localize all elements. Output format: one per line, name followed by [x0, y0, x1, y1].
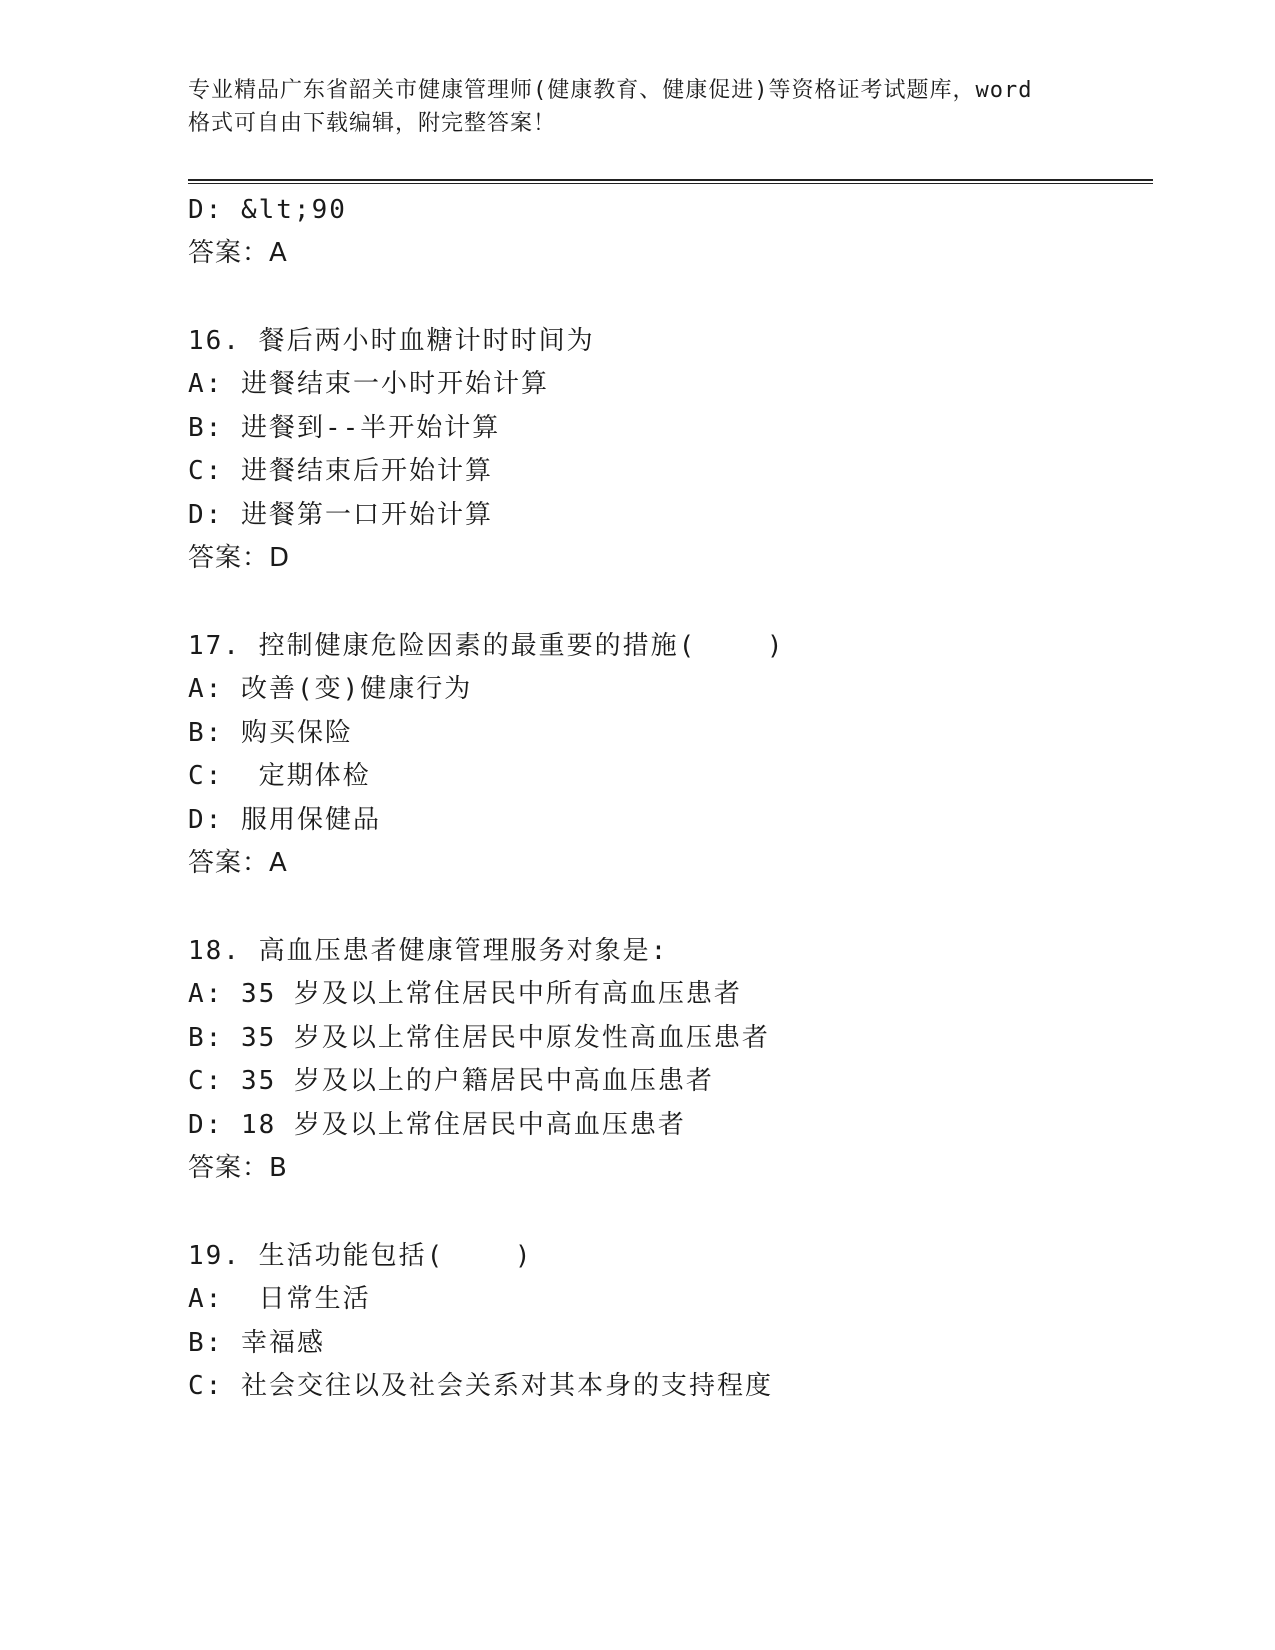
question-17-option-d: D: 服用保健品	[188, 805, 381, 835]
question-16-option-b: B: 进餐到--半开始计算	[188, 413, 501, 443]
question-17-answer: 答案：A	[188, 848, 288, 878]
header-divider	[188, 179, 1153, 184]
question-19-option-b: B: 幸福感	[188, 1328, 325, 1358]
question-19-option-a: A: 日常生活	[188, 1284, 371, 1314]
question-17-stem: 17. 控制健康危险因素的最重要的措施( )	[188, 631, 785, 661]
question-16-option-a: A: 进餐结束一小时开始计算	[188, 369, 549, 399]
question-17-option-b: B: 购买保险	[188, 718, 353, 748]
question-18-option-c: C: 35 岁及以上的户籍居民中高血压患者	[188, 1066, 714, 1096]
question-17-option-c: C: 定期体检	[188, 761, 371, 791]
question-18-stem: 18. 高血压患者健康管理服务对象是:	[188, 936, 669, 966]
prev-option-d: D: &lt;90	[188, 195, 347, 225]
question-18-answer: 答案：B	[188, 1153, 288, 1183]
question-16-stem: 16. 餐后两小时血糖计时时间为	[188, 326, 595, 356]
header-line-1: 专业精品广东省韶关市健康管理师(健康教育、健康促进)等资格证考试题库，word	[188, 78, 1033, 103]
document-header	[188, 74, 1108, 140]
question-18-option-b: B: 35 岁及以上常住居民中原发性高血压患者	[188, 1023, 770, 1053]
question-18-option-d: D: 18 岁及以上常住居民中高血压患者	[188, 1110, 686, 1140]
question-16-option-c: C: 进餐结束后开始计算	[188, 456, 493, 486]
question-19-stem: 19. 生活功能包括( )	[188, 1241, 533, 1271]
prev-answer: 答案：A	[188, 238, 288, 268]
header-line-2: 格式可自由下载编辑，附完整答案！	[188, 111, 557, 136]
question-16-answer: 答案：D	[188, 543, 291, 573]
question-19-option-c: C: 社会交往以及社会关系对其本身的支持程度	[188, 1371, 773, 1401]
question-16-option-d: D: 进餐第一口开始计算	[188, 500, 493, 530]
question-17-option-a: A: 改善(变)健康行为	[188, 674, 473, 704]
question-18-option-a: A: 35 岁及以上常住居民中所有高血压患者	[188, 979, 742, 1009]
